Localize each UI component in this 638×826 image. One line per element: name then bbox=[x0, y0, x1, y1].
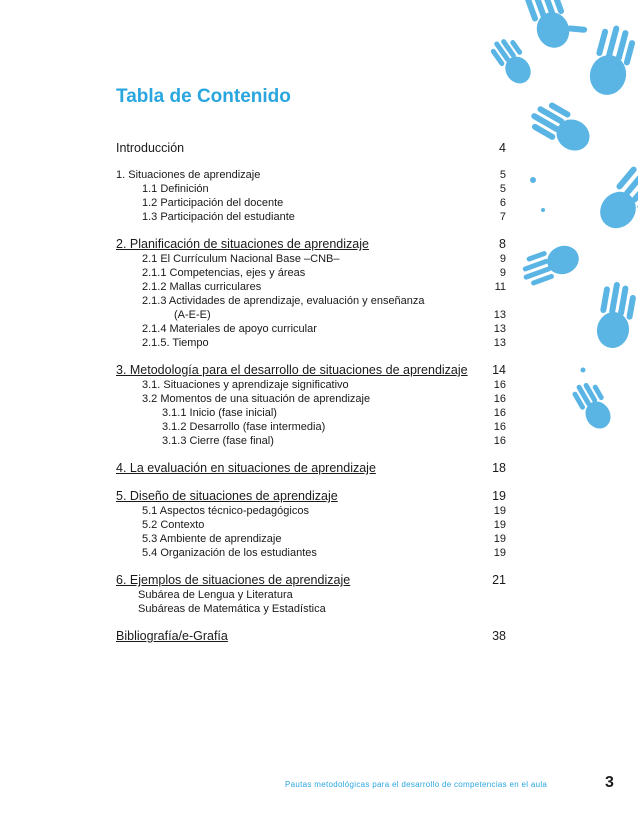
toc-label: Bibliografía/e-Grafía bbox=[116, 629, 228, 643]
toc-entry-6-lengua[interactable] bbox=[116, 588, 506, 602]
toc-label: 2.1.3 Actividades de aprendizaje, evaluación y enseñanza bbox=[142, 295, 425, 307]
toc-entry-1[interactable] bbox=[116, 168, 506, 182]
toc-label: 3. Metodología para el desarrollo de situaciones de aprendizaje bbox=[116, 363, 468, 377]
toc-label: 2. Planificación de situaciones de aprendizaje bbox=[116, 237, 369, 251]
toc-label: 1. Situaciones de aprendizaje bbox=[116, 169, 261, 181]
toc-page: 7 bbox=[499, 211, 506, 223]
page-title: Tabla de Contenido bbox=[116, 86, 291, 107]
toc-entry-2-1-2[interactable] bbox=[116, 280, 506, 294]
toc-entry-2-1-1[interactable] bbox=[116, 266, 506, 280]
toc-entry-introduccion[interactable] bbox=[116, 140, 506, 156]
toc-page: 21 bbox=[492, 573, 506, 587]
toc-page: 9 bbox=[499, 253, 506, 265]
toc-label: 3.1.3 Cierre (fase final) bbox=[162, 435, 274, 447]
toc-page: 16 bbox=[493, 421, 506, 433]
toc-page: 4 bbox=[499, 141, 506, 155]
toc-label: 2.1.4 Materiales de apoyo curricular bbox=[142, 323, 317, 335]
toc-label: 3.1.1 Inicio (fase inicial) bbox=[162, 407, 277, 419]
toc-label: 2.1 El Currículum Nacional Base –CNB– bbox=[142, 253, 340, 265]
toc-page: 19 bbox=[493, 533, 506, 545]
toc-entry-bibliografia[interactable] bbox=[116, 628, 506, 644]
toc-entry-5[interactable] bbox=[116, 488, 506, 504]
table-of-contents bbox=[116, 140, 506, 644]
toc-entry-1-2[interactable] bbox=[116, 196, 506, 210]
toc-label: Subárea de Lengua y Literatura bbox=[138, 589, 293, 601]
toc-entry-3-1-3[interactable] bbox=[116, 434, 506, 448]
toc-entry-2-1-3[interactable] bbox=[116, 294, 506, 308]
toc-label: 1.2 Participación del docente bbox=[142, 197, 284, 209]
handprint-6 bbox=[517, 240, 582, 287]
toc-entry-2-1-5[interactable] bbox=[116, 336, 506, 350]
toc-page: 19 bbox=[492, 489, 506, 503]
handprint-3 bbox=[488, 32, 538, 88]
handprint-4 bbox=[526, 96, 597, 156]
toc-page: 6 bbox=[499, 197, 506, 209]
toc-page: 16 bbox=[493, 393, 506, 405]
toc-page: 5 bbox=[499, 169, 506, 181]
toc-page: 16 bbox=[493, 379, 506, 391]
toc-page: 19 bbox=[493, 547, 506, 559]
toc-page: 13 bbox=[493, 337, 506, 349]
footer-text: Pautas metodológicas para el desarrollo de competencias en el aula bbox=[285, 780, 548, 789]
handprint-2 bbox=[585, 22, 638, 99]
toc-page: 13 bbox=[493, 323, 506, 335]
toc-page: 16 bbox=[493, 435, 506, 447]
toc-entry-1-3[interactable] bbox=[116, 210, 506, 224]
toc-entry-3-1[interactable] bbox=[116, 378, 506, 392]
toc-entry-2-1-3-cont[interactable] bbox=[116, 308, 506, 322]
toc-label: 5. Diseño de situaciones de aprendizaje bbox=[116, 489, 338, 503]
toc-label: 5.3 Ambiente de aprendizaje bbox=[142, 533, 282, 545]
toc-page: 19 bbox=[493, 505, 506, 517]
toc-label: 6. Ejemplos de situaciones de aprendizaje bbox=[116, 573, 351, 587]
toc-entry-3-1-1[interactable] bbox=[116, 406, 506, 420]
handprint-5 bbox=[593, 161, 638, 236]
handprint-8 bbox=[570, 377, 618, 433]
toc-label: 2.1.1 Competencias, ejes y áreas bbox=[142, 267, 306, 279]
toc-page: 38 bbox=[492, 629, 506, 643]
toc-entry-4[interactable] bbox=[116, 460, 506, 476]
toc-entry-5-3[interactable] bbox=[116, 532, 506, 546]
toc-label: 4. La evaluación en situaciones de aprendizaje bbox=[116, 461, 376, 475]
toc-entry-2[interactable] bbox=[116, 236, 506, 252]
handprint-1 bbox=[522, 0, 590, 52]
toc-entry-6-matematica[interactable] bbox=[116, 602, 506, 616]
toc-label: (A-E-E) bbox=[174, 309, 211, 321]
toc-page: 13 bbox=[493, 309, 506, 321]
toc-page: 19 bbox=[493, 519, 506, 531]
toc-label: 5.2 Contexto bbox=[142, 519, 205, 531]
toc-entry-3-1-2[interactable] bbox=[116, 420, 506, 434]
toc-label: 3.1.2 Desarrollo (fase intermedia) bbox=[162, 421, 326, 433]
toc-page: 14 bbox=[492, 363, 506, 377]
toc-page: 8 bbox=[499, 237, 506, 251]
toc-page: 16 bbox=[493, 407, 506, 419]
toc-entry-6[interactable] bbox=[116, 572, 506, 588]
page-number: 3 bbox=[605, 774, 614, 791]
toc-page: 9 bbox=[499, 267, 506, 279]
toc-page: 11 bbox=[494, 281, 506, 293]
toc-entry-2-1-4[interactable] bbox=[116, 322, 506, 336]
toc-label: 2.1.5. Tiempo bbox=[142, 337, 209, 349]
toc-entry-3-2[interactable] bbox=[116, 392, 506, 406]
toc-page: 18 bbox=[492, 461, 506, 475]
toc-label: Subáreas de Matemática y Estadística bbox=[138, 603, 326, 615]
handprint-7 bbox=[594, 280, 638, 351]
toc-entry-3[interactable] bbox=[116, 362, 506, 378]
toc-label: 2.1.2 Mallas curriculares bbox=[142, 281, 262, 293]
toc-entry-5-2[interactable] bbox=[116, 518, 506, 532]
toc-label: 1.3 Participación del estudiante bbox=[142, 211, 295, 223]
toc-entry-5-4[interactable] bbox=[116, 546, 506, 560]
toc-label: 1.1 Definición bbox=[142, 183, 209, 195]
toc-page: 5 bbox=[499, 183, 506, 195]
toc-entry-2-1[interactable] bbox=[116, 252, 506, 266]
toc-entry-5-1[interactable] bbox=[116, 504, 506, 518]
toc-label: Introducción bbox=[116, 141, 185, 155]
toc-entry-1-1[interactable] bbox=[116, 182, 506, 196]
toc-label: 5.4 Organización de los estudiantes bbox=[142, 547, 317, 559]
toc-label: 5.1 Aspectos técnico-pedagógicos bbox=[142, 505, 309, 517]
toc-label: 3.2 Momentos de una situación de aprendizaje bbox=[142, 393, 371, 405]
toc-label: 3.1. Situaciones y aprendizaje significativo bbox=[142, 379, 349, 391]
